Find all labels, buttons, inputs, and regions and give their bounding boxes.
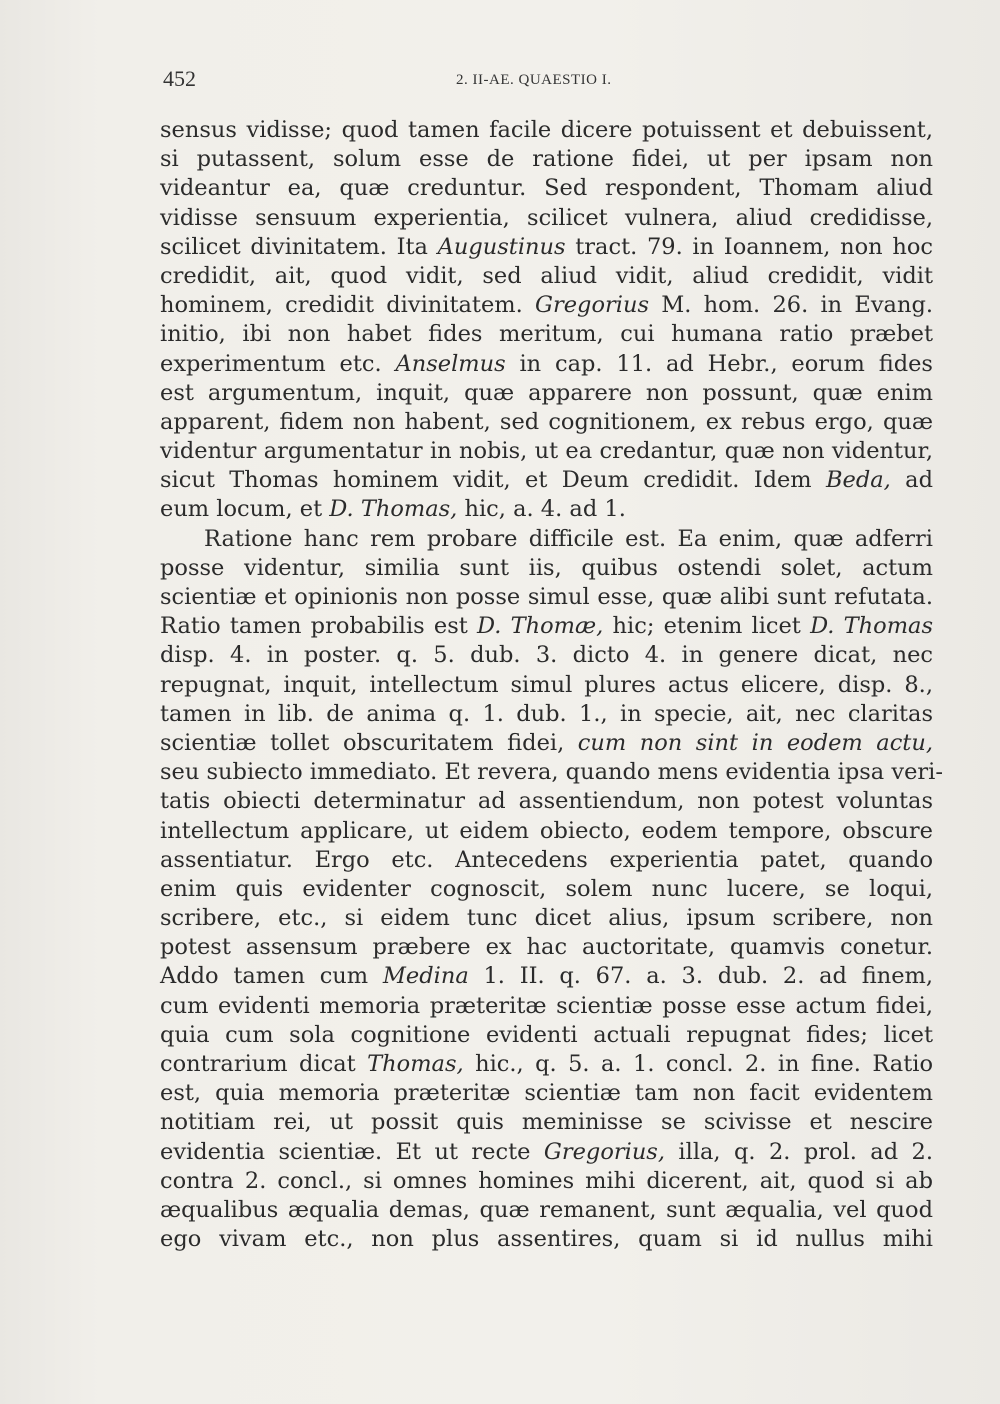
text-segment: seu subiecto immediato. Et revera, quando mens evidentia ipsa veri-: [160, 759, 943, 786]
text-segment: scientiæ et opinionis non posse simul esse, quæ alibi sunt refutata.: [160, 584, 933, 610]
text-line: [160, 758, 943, 787]
text-line: [160, 1021, 933, 1050]
text-segment: M. hom. 26. in Evang.: [649, 292, 934, 319]
text-segment: experimentum etc.: [160, 350, 396, 377]
text-segment: illa, q. 2. prol. ad 2.: [665, 1138, 934, 1165]
text-segment: quia cum sola cognitione evidenti actuali repugnat fides; licet: [160, 1021, 933, 1048]
body-text: [160, 116, 943, 1254]
text-line: [160, 525, 933, 554]
text-line: [160, 583, 933, 612]
text-line: [160, 846, 933, 875]
text-segment: hic; etenim licet: [603, 613, 811, 640]
text-segment: sensus vidisse; quod tamen facile dicere potuissent et debuissent,: [160, 117, 933, 143]
text-line: [160, 700, 933, 729]
text-segment: evidentia scientiæ. Et ut recte: [160, 1138, 544, 1165]
text-segment: 1. II. q. 67. a. 3. dub. 2. ad finem,: [468, 963, 933, 990]
text-line: [160, 291, 933, 320]
text-line: [160, 787, 933, 816]
text-segment: videantur ea, quæ creduntur. Sed respondent, Thomam aliud: [160, 175, 933, 202]
text-line: [160, 729, 933, 758]
text-line: [160, 671, 933, 700]
text-line: [160, 174, 933, 203]
text-segment: scientiæ tollet obscuritatem fidei,: [160, 729, 578, 756]
text-line: [160, 408, 933, 437]
text-line: [160, 817, 933, 846]
text-line: [160, 1079, 933, 1108]
text-segment: scribere, etc., si eidem tunc dicet alius, ipsum scribere, non: [160, 905, 933, 932]
text-segment: cum evidenti memoria præteritæ scientiæ posse esse actum fidei,: [160, 992, 933, 1019]
italic-text: Thomas,: [367, 1051, 464, 1077]
text-line: [160, 437, 933, 466]
text-segment: in cap. 11. ad Hebr., eorum fides: [505, 350, 933, 377]
italic-text: D. Thomas,: [329, 496, 458, 523]
text-segment: vidisse sensuum experientia, scilicet vulnera, aliud credidisse,: [160, 204, 933, 231]
text-segment: tatis obiecti determinatur ad assentiendum, non potest voluntas: [160, 788, 933, 815]
text-line: [160, 145, 933, 174]
text-line: [160, 466, 933, 495]
page-number: 452: [163, 66, 196, 91]
text-line: [160, 379, 933, 408]
text-line: [160, 233, 933, 262]
text-segment: repugnat, inquit, intellectum simul plures actus elicere, disp. 8.,: [160, 671, 933, 698]
text-segment: contra 2. concl., si omnes homines mihi dicerent, ait, quod si ab: [160, 1167, 933, 1194]
text-segment: assentiatur. Ergo etc. Antecedens experientia patet, quando: [160, 846, 933, 873]
text-segment: Ratio tamen probabilis est: [160, 613, 478, 640]
text-line: [160, 116, 933, 145]
italic-text: Beda,: [826, 467, 891, 494]
text-line: [160, 1225, 933, 1254]
italic-text: D. Thomæ,: [477, 613, 604, 640]
text-segment: posse videntur, similia sunt iis, quibus ostendi solet, actum: [160, 554, 933, 581]
text-line: [160, 1167, 933, 1196]
text-segment: initio, ibi non habet fides meritum, cui humana ratio præbet: [160, 321, 933, 348]
text-line: [160, 495, 933, 524]
italic-text: cum non sint in eodem actu,: [577, 729, 933, 756]
text-segment: eum locum, et: [160, 496, 330, 523]
running-head: 2. II-AE. QUAESTIO I.: [456, 72, 612, 88]
text-line: [160, 262, 933, 291]
text-line: [160, 204, 933, 233]
text-segment: disp. 4. in poster. q. 5. dub. 3. dicto 4. in genere dicat, nec: [160, 642, 933, 669]
text-line: [160, 641, 933, 670]
page-header: [0, 66, 1000, 96]
italic-text: Anselmus: [395, 350, 506, 377]
text-line: [160, 904, 933, 933]
text-segment: hic, a. 4. ad 1.: [457, 496, 626, 523]
italic-text: Gregorius: [535, 292, 649, 319]
text-line: [160, 1196, 933, 1225]
italic-text: Augustinus: [437, 233, 566, 260]
text-segment: ego vivam etc., non plus assentires, quam si id nullus mihi: [160, 1226, 933, 1253]
text-segment: Ratione hanc rem probare difficile est. Ea enim, quæ adferri: [204, 525, 933, 552]
text-line: [160, 612, 933, 641]
text-line: [160, 875, 933, 904]
text-line: [160, 1108, 933, 1137]
text-line: [160, 320, 933, 349]
italic-text: D. Thomas: [810, 613, 933, 640]
text-segment: notitiam rei, ut possit quis meminisse se scivisse et nescire: [160, 1109, 933, 1136]
text-segment: intellectum applicare, ut eidem obiecto, eodem tempore, obscure: [160, 817, 933, 844]
text-segment: est argumentum, inquit, quæ apparere non possunt, quæ enim: [160, 379, 933, 406]
text-segment: contrarium dicat: [160, 1051, 368, 1077]
text-segment: tamen in lib. de anima q. 1. dub. 1., in specie, ait, nec claritas: [160, 700, 933, 727]
text-segment: hominem, credidit divinitatem.: [160, 292, 536, 319]
text-line: [160, 554, 933, 583]
text-segment: hic., q. 5. a. 1. concl. 2. in fine. Ratio: [463, 1051, 933, 1077]
text-segment: si putassent, solum esse de ratione fidei, ut per ipsam non: [160, 146, 933, 173]
text-segment: apparent, fidem non habent, sed cognitionem, ex rebus ergo, quæ: [160, 408, 933, 435]
text-segment: sicut Thomas hominem vidit, et Deum credidit. Idem: [160, 467, 826, 494]
text-segment: potest assensum præbere ex hac auctoritate, quamvis conetur.: [160, 934, 933, 961]
text-line: [160, 1138, 933, 1167]
text-segment: credidit, ait, quod vidit, sed aliud vidit, aliud credidit, vidit: [160, 262, 933, 289]
text-segment: scilicet divinitatem. Ita: [160, 233, 438, 260]
text-line: [160, 350, 933, 379]
text-segment: ad: [890, 467, 933, 494]
text-line: [160, 962, 933, 991]
text-line: [160, 992, 933, 1021]
text-segment: enim quis evidenter cognoscit, solem nunc lucere, se loqui,: [160, 875, 933, 902]
text-line: [160, 1050, 933, 1079]
text-segment: æqualibus æqualia demas, quæ remanent, sunt æqualia, vel quod: [160, 1196, 933, 1223]
text-segment: est, quia memoria præteritæ scientiæ tam non facit evidentem: [160, 1080, 933, 1107]
text-line: [160, 933, 933, 962]
italic-text: Medina: [382, 963, 469, 990]
italic-text: Gregorius,: [543, 1138, 666, 1165]
text-segment: tract. 79. in Ioannem, non hoc: [565, 233, 933, 260]
text-segment: Addo tamen cum: [160, 963, 383, 990]
text-segment: videntur argumentatur in nobis, ut ea credantur, quæ non videntur,: [160, 438, 933, 465]
